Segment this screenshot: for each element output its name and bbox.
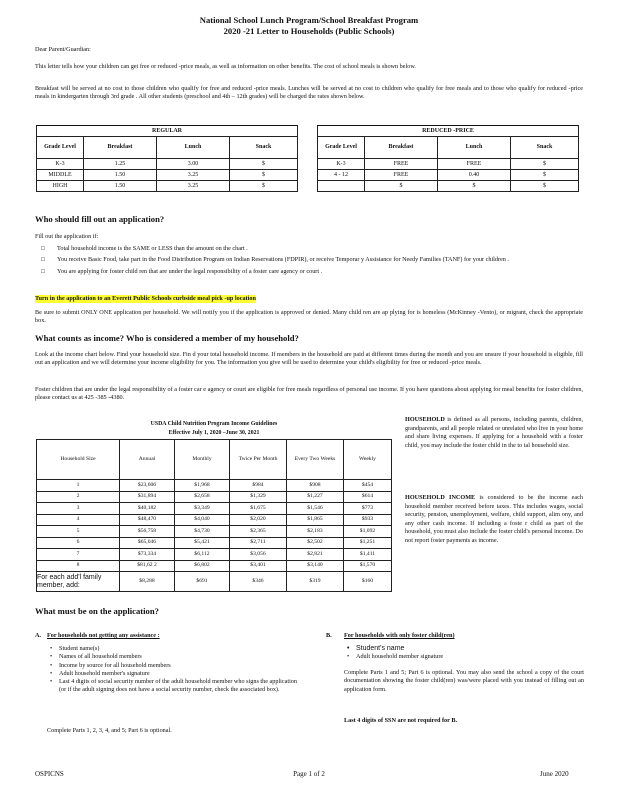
regular-price-table (36, 125, 298, 192)
table-cell: $ (511, 181, 579, 192)
table-cell: $1,570 (344, 560, 392, 572)
table-row (37, 170, 298, 181)
table-cell: $ (511, 159, 579, 170)
bullet-dot-icon: • (50, 678, 53, 686)
table-cell: $984 (230, 480, 287, 492)
list-item (47, 670, 297, 678)
bullet-dot-icon: • (347, 653, 350, 660)
table-cell: $1,092 (344, 526, 392, 538)
table-cell: $1,546 (287, 503, 344, 515)
table-cell: $3,349 (175, 503, 230, 515)
regular-header-lunch: Lunch (157, 137, 230, 159)
guidelines-header-annual: Annual (120, 440, 175, 480)
table-cell: 1.25 (84, 159, 157, 170)
guidelines-header-monthly: Monthly (175, 440, 230, 480)
list-item-text: You are applying for foster child ren that are under the legal responsibility of a foster care agency or court . (57, 267, 323, 275)
table-cell: $73,334 (120, 549, 175, 561)
bullet-dot-icon: • (50, 669, 53, 677)
table-row (37, 560, 392, 572)
household-definition (405, 416, 583, 450)
page-number: Page 1 of 2 (293, 770, 325, 778)
list-item (344, 644, 584, 653)
table-cell: $ (230, 159, 298, 170)
section-b-paragraph: Complete Parts 1 and 5; Part 6 is optional. You may also send the school a copy of the court documentation showing the foster child(ren) was/were placed with you instead of filling out an application form. (344, 669, 584, 693)
what-must-heading: What must be on the application? (35, 606, 159, 616)
table-row (37, 526, 392, 538)
section-a-list (47, 645, 297, 695)
table-cell: $3,056 (230, 549, 287, 561)
intro-paragraph-1: This letter tells how your children can get free or reduced -price meals, as well as information on other benefits. The cost of school meals is shown below. (35, 63, 416, 70)
list-item-text: Names of all household members (59, 653, 142, 661)
table-cell: $2,711 (230, 537, 287, 549)
table-cell: $56,758 (120, 526, 175, 538)
bullet-dot-icon: • (50, 661, 53, 669)
table-cell: $1,968 (175, 480, 230, 492)
table-cell: $2,821 (287, 549, 344, 561)
section-b-note: Last 4 digits of SSN are not required for B. (344, 717, 457, 724)
table-cell: 1.50 (84, 170, 157, 181)
list-item (47, 678, 297, 695)
list-item-text: Last 4 digits of social security number of the adult household member who signs the application (or if the adult signing does not have a social security number, check the associated box). (59, 678, 297, 694)
household-definition-text: is defined as all persons, including parents, children, grandparents, and all people related or unrelated who live in your home and share living expenses. If applying for a household with a foster child, you may include the foster child in the to tal household size. (405, 416, 584, 449)
table-cell: $65,046 (120, 537, 175, 549)
table-cell: $4,040 (175, 514, 230, 526)
table-cell: 0.40 (438, 170, 511, 181)
list-item-text: You receive Basic Food, take part in the Food Distribution Program on Indian Reservations (FDPIR), or receive Temporar y Assistance for Needy Families (TANF) for your children . (57, 256, 509, 264)
table-cell: $6,802 (175, 560, 230, 572)
reduced-price-table (317, 125, 579, 192)
table-cell: $691 (175, 572, 230, 592)
who-should-list (35, 245, 583, 276)
section-a-title: For households not getting any assistance : (47, 632, 160, 639)
table-row (37, 537, 392, 549)
checkbox-bullet-icon: □ (41, 267, 45, 275)
bullet-dot-icon: • (50, 645, 53, 652)
table-cell: $2,183 (287, 526, 344, 538)
section-b-label: B. (326, 632, 332, 639)
table-cell: $ (230, 170, 298, 181)
table-cell: 8 (37, 560, 120, 572)
table-cell: 1.50 (84, 181, 157, 192)
regular-caption: REGULAR (37, 126, 298, 137)
reduced-header-breakfast: Breakfast (365, 137, 438, 159)
section-a-label: A. (35, 632, 42, 639)
table-cell: $48,470 (120, 514, 175, 526)
list-item (47, 653, 297, 661)
table-row (37, 491, 392, 503)
section-b-title: For households with only foster child(ren) (344, 632, 455, 639)
table-cell: 7 (37, 549, 120, 561)
income-definition (405, 494, 583, 545)
table-cell (318, 181, 365, 192)
table-cell: $4,730 (175, 526, 230, 538)
list-item (47, 662, 297, 670)
income-label: HOUSEHOLD INCOME (405, 494, 476, 501)
table-cell: $1,227 (287, 491, 344, 503)
reduced-header-snack: Snack (511, 137, 579, 159)
regular-header-grade: Grade Level (37, 137, 84, 159)
table-cell: $31,894 (120, 491, 175, 503)
table-cell: 3.00 (157, 159, 230, 170)
who-should-lead: Fill out the application if: (35, 233, 99, 240)
salutation: Dear Parent/Guardian: (35, 46, 91, 53)
table-cell: $319 (287, 572, 344, 592)
list-item-text: Student's name (356, 645, 405, 652)
table-cell: $2,502 (287, 537, 344, 549)
guidelines-header-weekly: Weekly (344, 440, 392, 480)
table-cell: $1,865 (287, 514, 344, 526)
title-line-1: National School Lunch Program/School Breakfast Program (199, 15, 419, 25)
table-cell: $3,140 (287, 560, 344, 572)
bullet-dot-icon: • (50, 653, 53, 661)
list-item-text: Adult household member's signature (59, 669, 150, 677)
income-heading: What counts as income? Who is considered a member of my household? (35, 333, 299, 343)
table-row (318, 170, 579, 181)
section-a-complete: Complete Parts 1, 2, 3, 4, and 5; Part 6 is optional. (47, 727, 172, 734)
bullet-dot-icon: • (347, 645, 350, 652)
footer-date: June 2020 (540, 770, 569, 778)
income-paragraph-1: Look at the income chart below. Find your household size. Fin d your total household income. If members in the household are paid at different times during the month and you are unsure if your household is eligible, fill out an application and we will determine your income eligibility for you. The information you give will be used to determine your child's eligibility for free or reduced -price meals. (35, 351, 583, 367)
table-cell: $81,62 2 (120, 560, 175, 572)
table-cell: $1,411 (344, 549, 392, 561)
table-row (37, 503, 392, 515)
checkbox-bullet-icon: □ (41, 245, 45, 252)
regular-header-snack: Snack (230, 137, 298, 159)
table-cell: 4 - 12 (318, 170, 365, 181)
table-cell: K-3 (37, 159, 84, 170)
list-item (344, 653, 584, 661)
income-guidelines-table (36, 439, 392, 592)
table-cell: $8,288 (120, 572, 175, 592)
additional-member-label: For each add'l family member, add: (37, 572, 120, 592)
table-cell: $40,182 (120, 503, 175, 515)
table-cell: 3 (37, 503, 120, 515)
regular-header-breakfast: Breakfast (84, 137, 157, 159)
table-cell: 1 (37, 480, 120, 492)
table-row (37, 514, 392, 526)
income-paragraph-2: Foster children that are under the legal responsibility of a foster car e agency or court are eligible for free meals regardless of personal use income. If you have questions about applying for meal benefits for foster children, please contact us at 425 -385 -4380. (35, 386, 583, 402)
who-should-paragraph: Be sure to submit ONLY ONE application per household. We will notify you if the application is approved or denied. Many child ren are ap plying for is homeless (McKinney -Vento), or migrant, check the appropriate box. (35, 309, 583, 325)
table-row (318, 181, 579, 192)
table-cell: K-3 (318, 159, 365, 170)
table-cell: $773 (344, 503, 392, 515)
list-item (35, 245, 583, 253)
table-cell: $2,658 (175, 491, 230, 503)
table-cell: $933 (344, 514, 392, 526)
list-item-text: Adult household member signature (356, 653, 444, 660)
table-row (37, 480, 392, 492)
income-definition-text: is considered to be the income each household member received before taxes. This includes wages, social security, pension, unemployment, welfare, child support, alim ony, and any other cash income. If including a foste r child as part of the household, you must also include the foster child's personal income. Do not report foster payments as income. (405, 494, 584, 544)
table-cell: $2,365 (230, 526, 287, 538)
table-cell: $ (230, 181, 298, 192)
list-item (35, 256, 583, 264)
table-cell: $5,421 (175, 537, 230, 549)
table-cell: $1,329 (230, 491, 287, 503)
table-cell: 5 (37, 526, 120, 538)
table-cell: 6 (37, 537, 120, 549)
table-row (37, 549, 392, 561)
who-should-heading: Who should fill out an application? (35, 214, 165, 224)
table-cell: $3,401 (230, 560, 287, 572)
guidelines-header-biweekly: Every Two Weeks (287, 440, 344, 480)
title-line-2: 2020 -21 Letter to Households (Public Schools) (223, 26, 395, 36)
table-cell: $1,675 (230, 503, 287, 515)
table-cell: $908 (287, 480, 344, 492)
table-cell: 3.25 (157, 170, 230, 181)
guidelines-header-twice: Twice Per Month (230, 440, 287, 480)
table-cell: 4 (37, 514, 120, 526)
table-cell: $2,020 (230, 514, 287, 526)
table-cell: $ (511, 170, 579, 181)
table-row (318, 159, 579, 170)
table-cell: $454 (344, 480, 392, 492)
list-item (47, 645, 297, 653)
table-row (37, 159, 298, 170)
table-cell: FREE (365, 159, 438, 170)
list-item-text: Total household income is the SAME or LESS than the amount on the chart . (57, 245, 248, 252)
intro-paragraph-2: Breakfast will be served at no cost to those children who qualify for free and reduced -price meals. Lunches will be served at no cost to children who qualify for free meals and to those who qualify for reduced -price meals in kindergarten through 3rd grade . All other students (preschool and 4th – 12th grades) will be charged the rates shown below. (35, 85, 583, 101)
guidelines-title-1: USDA Child Nutrition Program Income Guidelines (150, 421, 278, 427)
table-cell: MIDDLE (37, 170, 84, 181)
reduced-caption: REDUCED -PRICE (318, 126, 579, 137)
footer-left: OSPICNS (35, 770, 64, 778)
turn-in-notice: Turn in the application to an Everett Public Schools curbside meal pick -up location (35, 295, 256, 302)
guidelines-title-2: Effective July 1, 2020 –June 30, 2021 (168, 430, 260, 436)
list-item-text: Student name(s) (59, 645, 100, 652)
table-cell: $23,606 (120, 480, 175, 492)
table-cell: $6,112 (175, 549, 230, 561)
table-cell: HIGH (37, 181, 84, 192)
table-cell: 2 (37, 491, 120, 503)
table-row (37, 181, 298, 192)
reduced-header-lunch: Lunch (438, 137, 511, 159)
table-cell: 3.25 (157, 181, 230, 192)
list-item (35, 268, 583, 276)
table-cell: $614 (344, 491, 392, 503)
table-cell: $ (438, 181, 511, 192)
table-cell: $160 (344, 572, 392, 592)
table-cell: FREE (365, 170, 438, 181)
checkbox-bullet-icon: □ (41, 256, 45, 264)
table-cell: $1,251 (344, 537, 392, 549)
table-cell: $346 (230, 572, 287, 592)
table-cell: $ (365, 181, 438, 192)
guidelines-header-size: Household Size (37, 440, 120, 480)
section-b-list (344, 644, 584, 661)
list-item-text: Income by source for all household members (59, 661, 171, 669)
reduced-header-grade: Grade Level (318, 137, 365, 159)
table-cell: FREE (438, 159, 511, 170)
household-label: HOUSEHOLD (405, 416, 445, 423)
